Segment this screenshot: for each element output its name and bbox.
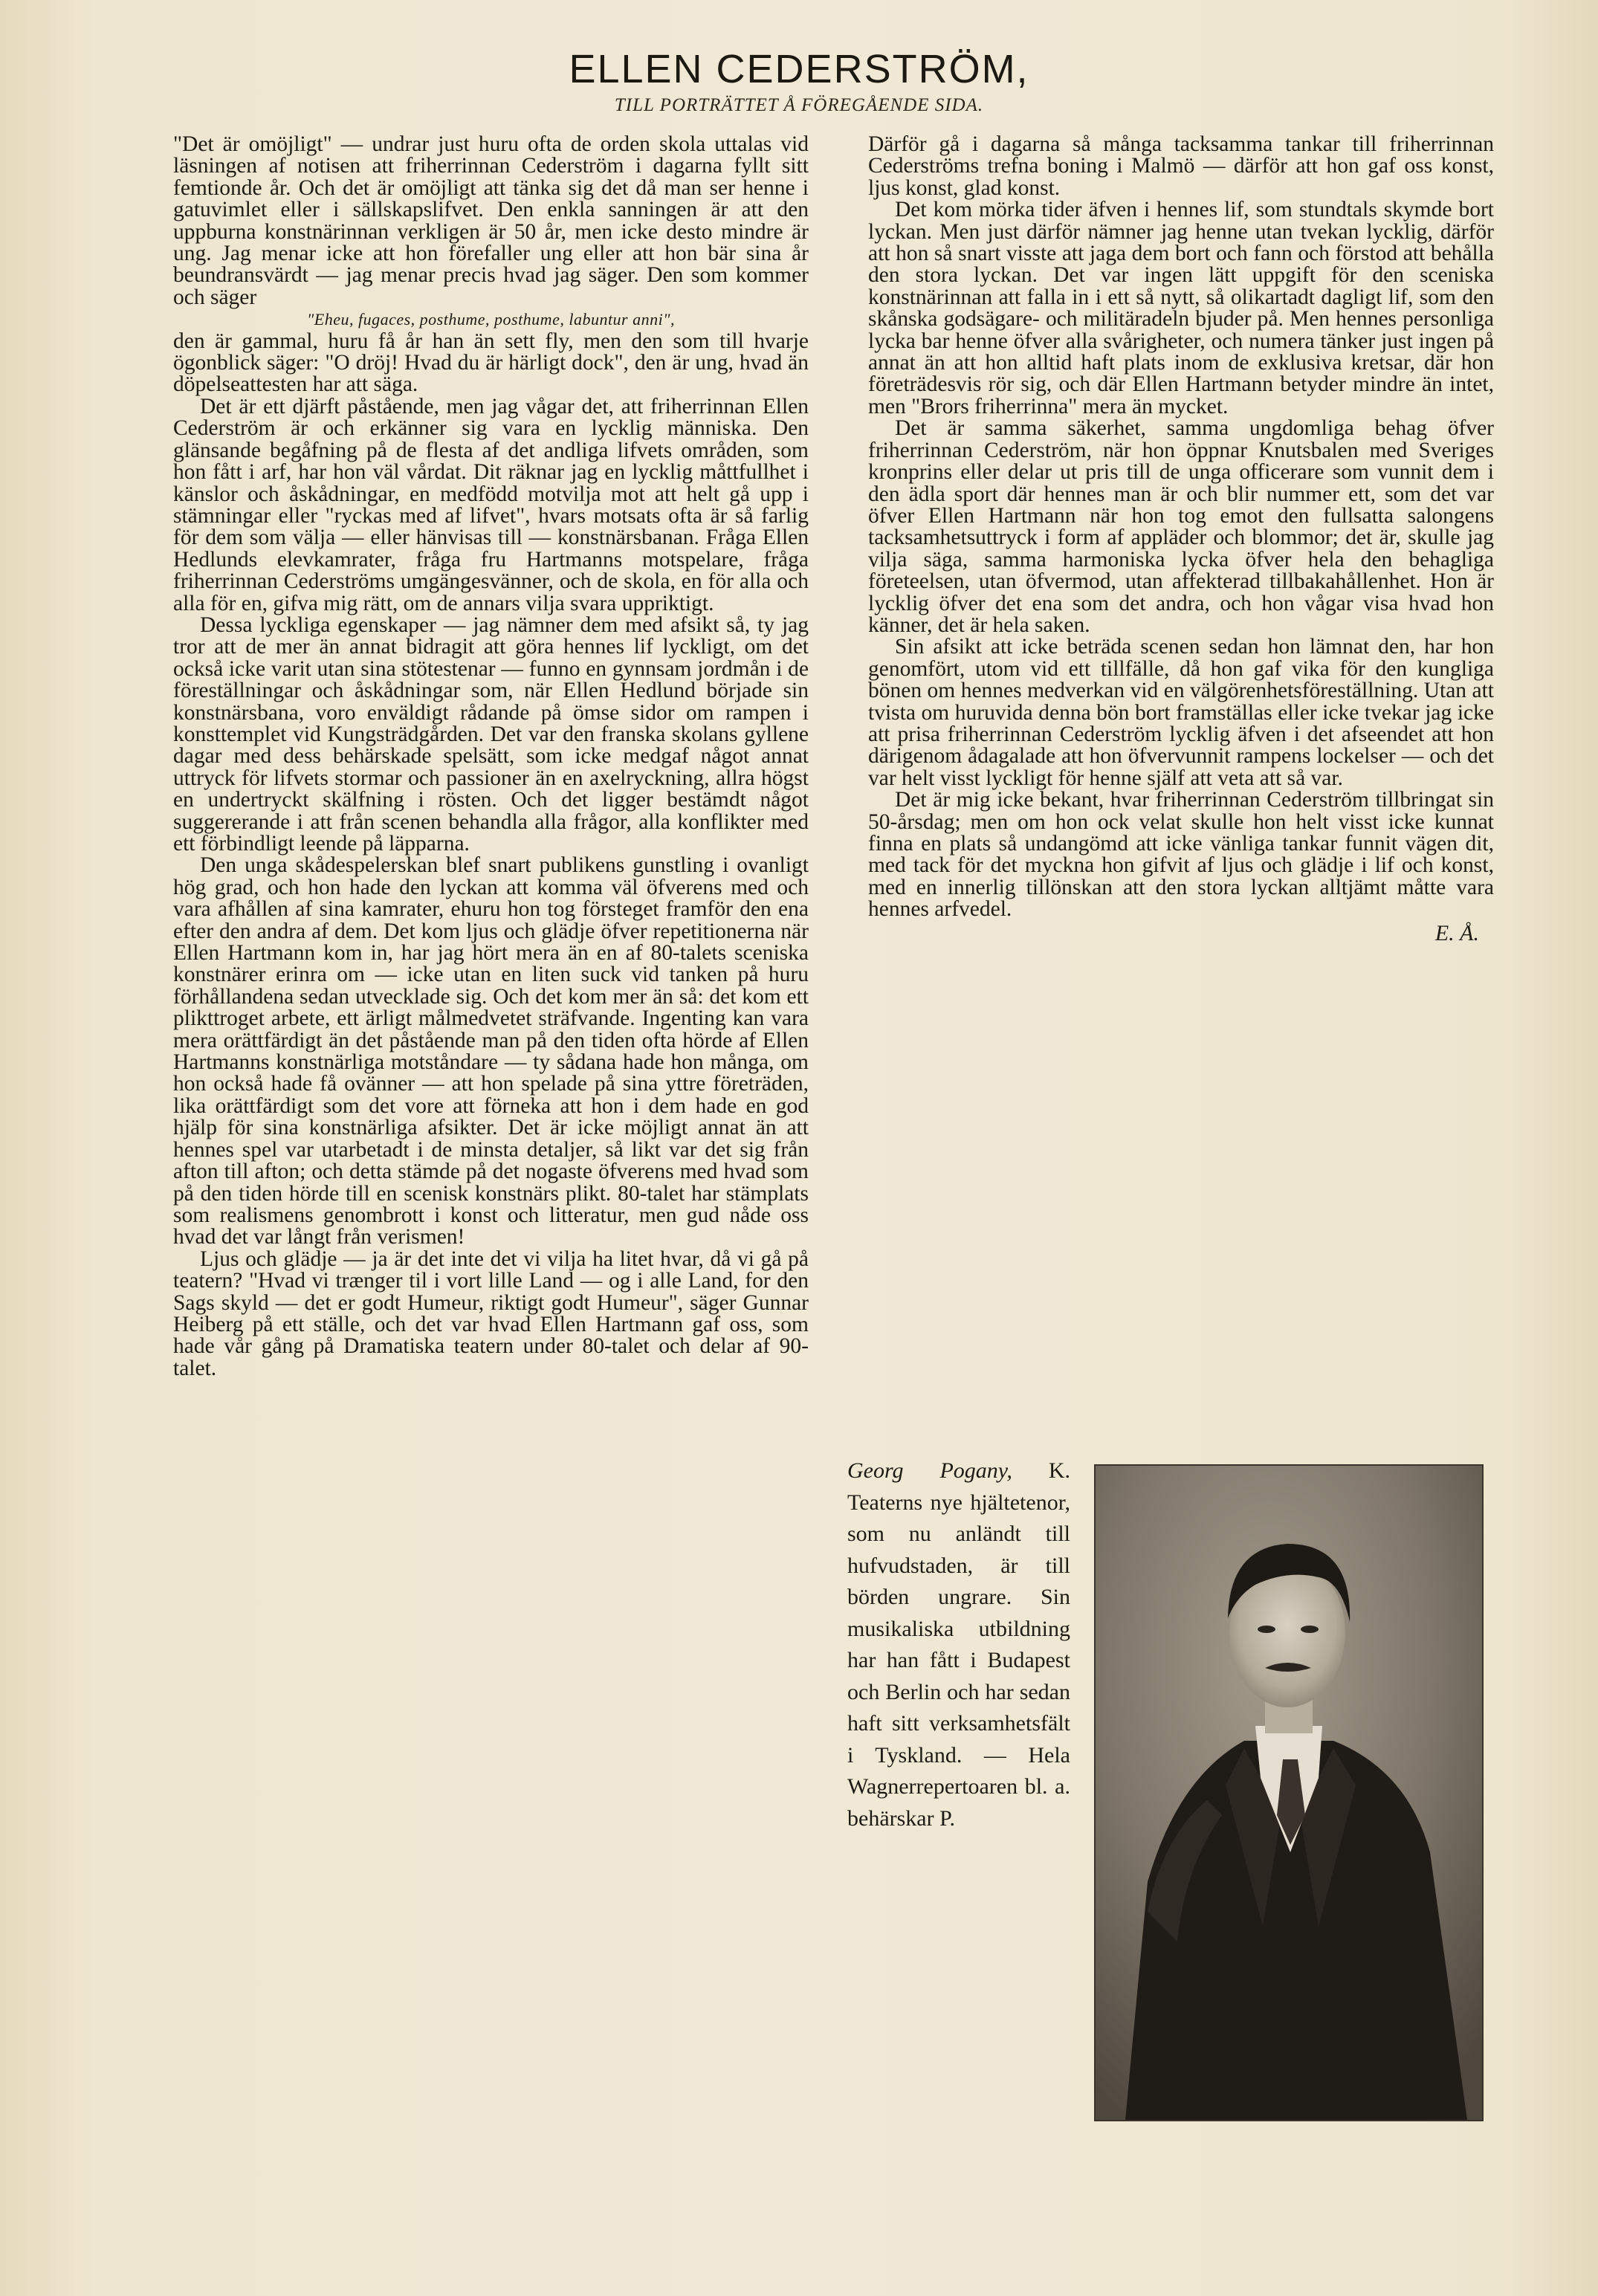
caption-name: Georg Pogany, — [847, 1458, 1012, 1483]
paragraph: Det är mig icke bekant, hvar friherrinnan Cederström tillbringat sin 50-årsdag; men om hon ock velat skulle hon helt visst icke kunnat finna en plats så undangömd att icke vänliga tankar funnit vägen dit, med tack för det myckna hon gifvit af ljus och glädje i lif och konst, med en innerlig tillönskan att den stora lyckan alltjämt måtte vara hennes arfvedel. — [868, 788, 1494, 922]
portrait-photo — [1094, 1464, 1484, 2121]
photo-caption — [847, 1455, 1070, 1834]
paragraph: den är gammal, huru få år han än sett fly, men den som till hvarje ögonblick säger: "O dröj! Hvad du är härligt dock", den är ung, hvad än döpelseattesten har att säga. — [173, 329, 809, 397]
paragraph: Därför gå i dagarna så många tacksamma tankar till friherrinnan Cederströms trefna boning i Malmö — därför att hon gaf oss konst, ljus konst, glad konst. — [868, 132, 1494, 200]
paragraph: Dessa lyckliga egenskaper — jag nämner dem med afsikt så, ty jag tror att de mer än annat bidragit att göra hennes lif lyckligt, om det också icke varit utan sina stötestenar — funno en gynnsam jordmån i de föreställningar och åskådningar som, när Ellen Hedlund började sin konstnärsbana, voro enväldigt rådande på ömse sidor om rampen i konsttemplet vid Kungsträdgården. Det var den franska skolans gyllene dagar med dess behärskade spelsätt, som icke medgaf något annat uttryck för lifvets stormar och passioner än en axelryckning, allra högst en undertryckt skälfning i rösten. Och det ligger bestämdt något suggererande i att från scenen behandla alla frågor, alla konflikter med ett förbindligt leende på läpparna. — [173, 612, 809, 856]
article-subtitle: TILL PORTRÄTTET Å FÖREGÅENDE SIDA. — [614, 95, 984, 115]
paragraph: Det är ett djärft påstående, men jag vågar det, att friherrinnan Ellen Cederström är och erkänner sig vara en lycklig människa. Den glänsande begåfning på de flesta af det andliga lifvets områden, som hon fått i arf, har hon väl vårdat. Dit räknar jag en lycklig måttfullhet i känslor och åskådningar, en medfödd motvilja mot att helt gå upp i stämningar eller "ryckas med af lifvet", hvars motsats ofta är så farlig för dem som välja — eller hänvisas till — konstnärsbanan. Fråga Ellen Hedlunds elevkamrater, fråga fru Hartmanns motspelare, fråga friherrinnan Cederströms umgängesvänner, och de skola, en för alla och alla för en, gifva mig rätt, om de annars vilja svara uppriktigt. — [173, 394, 809, 615]
portrait-image — [1096, 1466, 1482, 2120]
paragraph: Det är samma säkerhet, samma ungdomliga behag öfver friherrinnan Cederström, när hon öppnar Knutsbalen med Sveriges kronprins eller delar ut pris till de unga officerare som vunnit dem i den ädla sport där hennes man är och blir nummer ett, som det var öfver Ellen Hartmann när hon tog emot den fullsatta salongens tacksamhetsuttryck i form af appläder och blommor; det är, skulle jag vilja säga, samma harmoniska lycka öfver hela den behagliga företeelsen, utan öfvermod, utan affekterad tillbakahållenhet. Hon är lycklig öfver det ena som det andra, och hon vågar visa hvad hon känner, det är hela saken. — [868, 416, 1494, 637]
paragraph: Ljus och glädje — ja är det inte det vi vilja ha litet hvar, då vi gå på teatern? "Hvad vi trænger til i vort lille Land — og i alle Land, for den Sags skyld — det er godt Humeur, riktigt godt Humeur", säger Gunnar Heiberg på ett ställe, och det var hvad Ellen Hartmann gaf oss, som hade vår gång på Dramatiska teatern under 80-talet och delar af 90-talet. — [173, 1246, 809, 1380]
paragraph: Det kom mörka tider äfven i hennes lif, som stundtals skymde bort lyckan. Men just därför nämner jag henne utan tvekan lycklig, därför att hon så snart visste att jaga dem bort och fann och förstod att behålla den stora lyckan. Det var ingen lätt uppgift för den sceniska konstnärinnan att falla in i ett så nytt, så olikartadt dagligt lif, som den skånska godsägare- och militäradeln bjuder på. Men hennes personliga lycka bar henne öfver alla svårigheter, och numera tänker just ingen på annat än att hon alltid haft plats inom de exklusiva kretsar, där hon företrädesvis rör sig, och där Ellen Hartmann betyder mindre än intet, men "Brors friherrinna" mera än mycket. — [868, 198, 1494, 418]
article-title: ELLEN CEDERSTRÖM, — [569, 47, 1029, 91]
caption-text: K. Teaterns nye hjältetenor, som nu anländt till hufvudstaden, är till börden ungrare. Sin musikaliska utbildning har han fått i Budapest och Berlin och har sedan haft sitt verksamhetsfält i Tyskland. — Hela Wagnerrepertoaren bl. a. behärskar P. — [847, 1458, 1071, 1831]
paragraph: "Det är omöjligt" — undrar just huru ofta de orden skola uttalas vid läsningen af notisen att friherrinnan Cederström i dagarna fyllt sitt femtionde år. Och det är omöjligt att tänka sig det då man ser henne i gatuvimlet eller i sällskapslifvet. Den enkla sanningen är att den uppburna konstnärinnan verkligen är 50 år, men icke desto mindre är ung. Jag menar icke att hon förefaller ung eller att hon bär sina år beundransvärdt — jag menar precis hvad jag säger. Den som kommer och säger — [173, 132, 809, 309]
right-column — [868, 134, 1494, 944]
left-column — [173, 134, 809, 1380]
latin-quote: "Eheu, fugaces, posthume, posthume, labuntur anni", — [307, 310, 675, 329]
paragraph: Sin afsikt att icke beträda scenen sedan hon lämnat den, har hon genomfört, utom vid ett tillfälle, då hon gaf vika för den kungliga bönen om hennes medverkan vid en välgörenhetsföreställning. Utan att tvista om huruvida denna bön bort framställas eller icke tvekar jag icke att prisa friherrinnan Cederström lycklig äfven i det afseendet att hon därigenom ådagalade att hon öfvervunnit rampens lockelser — och det var helt visst lyckligt för henne själf att veta att så var. — [868, 635, 1494, 790]
author-signature: E. Å. — [1434, 920, 1479, 945]
paragraph: Den unga skådespelerskan blef snart publikens gunstling i ovanligt hög grad, och hon hade den lyckan att komma väl öfverens med och vara afhållen af sina kamrater, ehuru hon tog försteget framför den ena efter den andra af dem. Det kom ljus och glädje öfver repetitionerna när Ellen Hartmann kom in, har jag hört mera än en af 80-talets sceniska konstnärer erinra om — icke utan en liten suck vid tanken på huru förhållandena sedan utvecklade sig. Och det kom mer än så: det kom ett plikttroget arbete, ett ärligt målmedvetet sträfvande. Ingenting kan vara mera orättfärdigt än det påstående man på den tiden ofta hörde af Ellen Hartmanns konstnärliga motståndare — ty sådana hade hon många, om hon också hade få ovänner — att hon spelade på sina yttre företräden, lika orättfärdigt som det vore att förneka att hon i dem hade en god hjälp för sina konstnärliga afsikter. Det är icke möjligt annat än att hennes spel var utarbetadt i de minsta detaljer, så likt var det sig från afton till afton; och detta stämde på det nogaste öfverens med hvad som på den tiden hörde till en scenisk konstnärs plikt. 80-talet har stämplats som realismens genombrott i konst och litteratur, men gud nåde oss hvad det var långt från verismen! — [173, 853, 809, 1249]
